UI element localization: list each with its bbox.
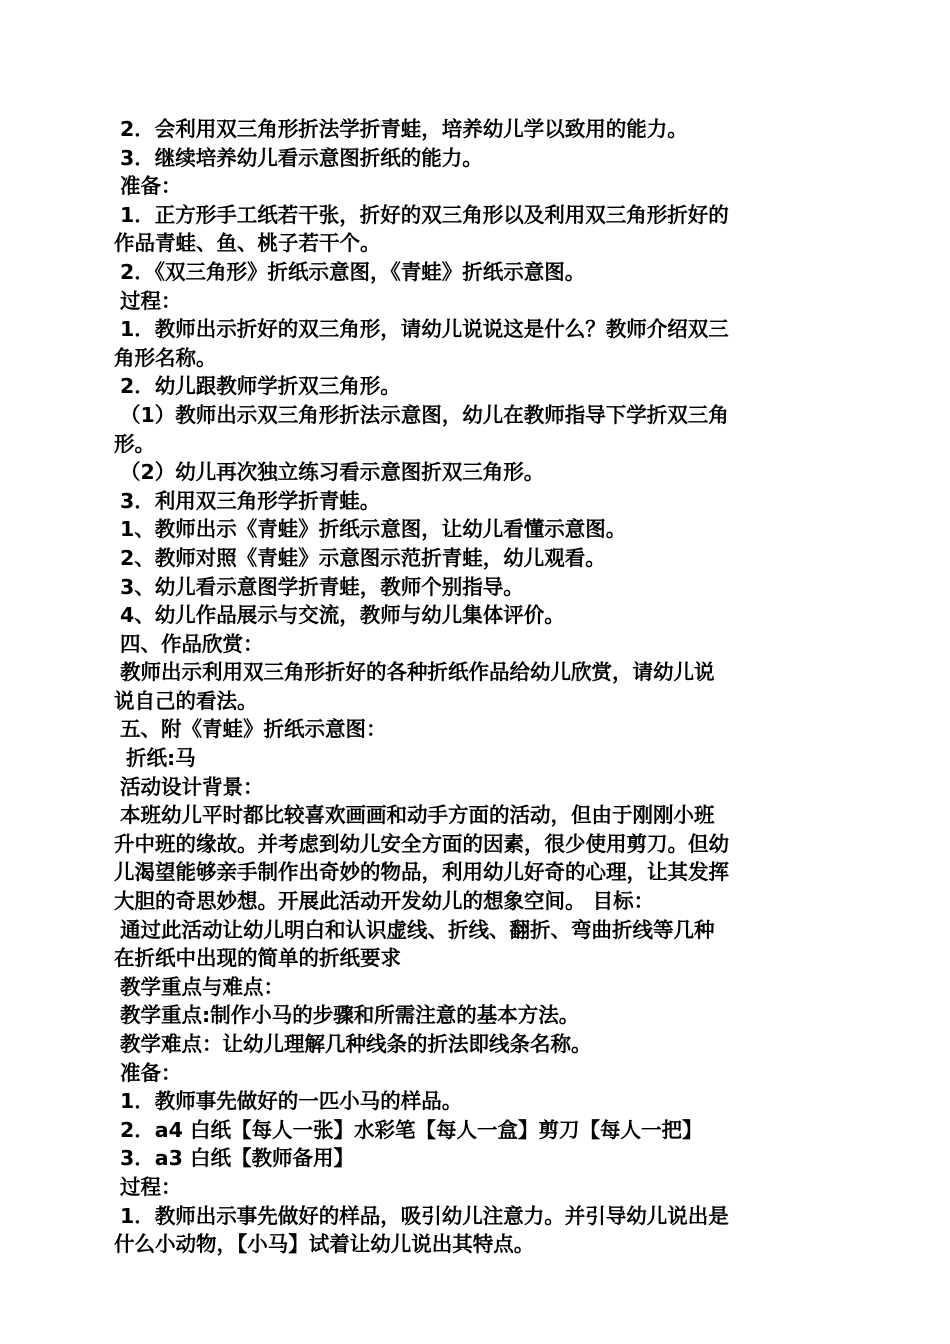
text-line: 2、教师对照《青蛙》示意图示范折青蛙，幼儿观看。 [120, 545, 606, 570]
text-line: 升中班的缘故。并考虑到幼儿安全方面的因素，很少使用剪刀。但幼 [114, 831, 729, 856]
text-line: 活动设计背景： [120, 774, 264, 799]
text-line: 过程： [120, 288, 182, 313]
text-line: 1．教师事先做好的一匹小马的样品。 [120, 1089, 463, 1114]
text-line: 1．正方形手工纸若干张，折好的双三角形以及利用双三角形折好的 [120, 202, 729, 227]
text-line: 作品青蛙、鱼、桃子若干个。 [114, 231, 381, 256]
text-line: 说自己的看法。 [114, 688, 258, 713]
text-line: 教学重点:制作小马的步骤和所需注意的基本方法。 [120, 1003, 580, 1028]
text-line: 准备： [120, 1060, 182, 1085]
text-line: 角形名称。 [114, 345, 217, 370]
text-line: 3、幼儿看示意图学折青蛙，教师个别指导。 [120, 574, 524, 599]
text-line: 本班幼儿平时都比较喜欢画画和动手方面的活动，但由于刚刚小班 [120, 803, 715, 828]
text-line: 五、附《青蛙》折纸示意图： [120, 717, 387, 742]
text-line: 2．幼儿跟教师学折双三角形。 [120, 374, 401, 399]
text-line: 3．继续培养幼儿看示意图折纸的能力。 [120, 145, 483, 170]
text-line: 什么小动物，【小马】试着让幼儿说出其特点。 [114, 1232, 535, 1257]
text-line: 形。 [114, 431, 155, 456]
text-line: 教学难点：让幼儿理解几种线条的折法即线条名称。 [120, 1032, 592, 1056]
text-line: 3．a3 白纸【教师备用】 [120, 1146, 354, 1171]
text-line: 四、作品欣赏： [120, 631, 264, 656]
text-line: 1．教师出示事先做好的样品，吸引幼儿注意力。并引导幼儿说出是 [120, 1203, 729, 1228]
document-body [114, 115, 844, 1259]
text-line: 教学重点与难点： [120, 974, 284, 999]
text-line: （2）幼儿再次独立练习看示意图折双三角形。 [120, 460, 545, 485]
text-line: 在折纸中出现的简单的折纸要求 [114, 946, 401, 971]
text-line: （1）教师出示双三角形折法示意图，幼儿在教师指导下学折双三角 [120, 402, 729, 427]
text-line: 2．《双三角形》折纸示意图，《青蛙》折纸示意图。 [120, 259, 586, 284]
text-line: 3．利用双三角形学折青蛙。 [120, 488, 381, 513]
text-line: 儿渴望能够亲手制作出奇妙的物品，利用幼儿好奇的心理，让其发挥 [114, 860, 729, 885]
text-line: 1．教师出示折好的双三角形，请幼儿说说这是什么？教师介绍双三 [120, 317, 729, 342]
text-line: 教师出示利用双三角形折好的各种折纸作品给幼儿欣赏，请幼儿说 [120, 660, 715, 685]
text-line: 2．a4 白纸【每人一张】水彩笔【每人一盒】剪刀【每人一把】 [120, 1117, 703, 1142]
text-line: 过程： [120, 1174, 182, 1199]
text-line: 4、幼儿作品展示与交流，教师与幼儿集体评价。 [120, 603, 565, 628]
text-line: 折纸:马 [126, 746, 196, 771]
text-line: 大胆的奇思妙想。开展此活动开发幼儿的想象空间。 目标： [114, 889, 655, 914]
text-line: 准备： [120, 174, 182, 199]
text-line: 通过此活动让幼儿明白和认识虚线、折线、翻折、弯曲折线等几种 [120, 917, 715, 942]
text-line: 2．会利用双三角形折法学折青蛙，培养幼儿学以致用的能力。 [120, 117, 688, 141]
text-line: 1、教师出示《青蛙》折纸示意图，让幼儿看懂示意图。 [120, 517, 627, 542]
